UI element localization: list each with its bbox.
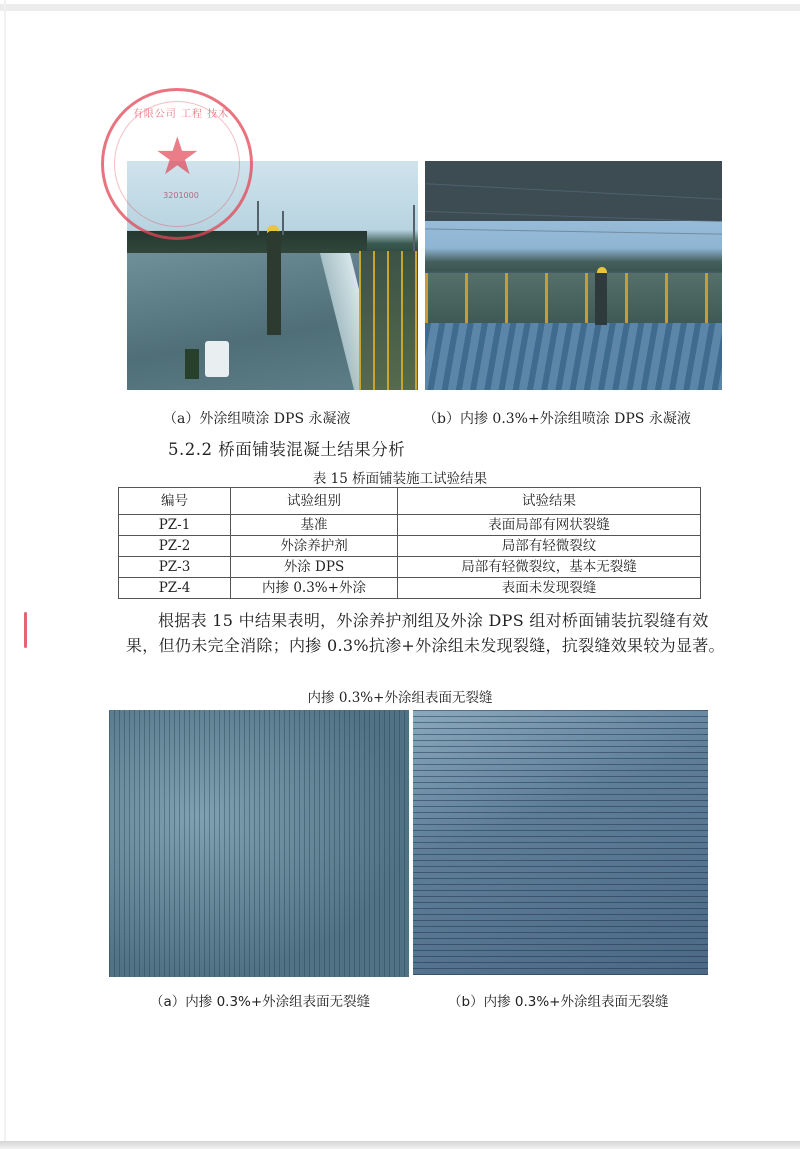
figure-caption-c: （a）内掺 0.3%+外涂组表面无裂缝 xyxy=(150,994,371,1010)
viewer-top-bar xyxy=(0,4,800,11)
cell-id: PZ-4 xyxy=(119,578,231,599)
cell-group: 外涂养护剂 xyxy=(231,536,398,557)
safety-fence xyxy=(425,273,722,323)
cell-group: 内掺 0.3%+外涂 xyxy=(231,578,398,599)
table-row xyxy=(119,515,701,536)
tree-line xyxy=(127,231,367,255)
photo-surface-no-cracks-a xyxy=(109,710,409,977)
container xyxy=(185,349,199,379)
section-heading: 5.2.2 桥面铺装混凝土结果分析 xyxy=(168,440,406,459)
viewer-bottom-bar xyxy=(0,1141,800,1149)
body-paragraph: 根据表 15 中结果表明，外涂养护剂组及外涂 DPS 组对桥面铺装抗裂缝有效果，但仍未完全消除；内掺 0.3%抗渗+外涂组未发现裂缝，抗裂缝效果较为显著。 xyxy=(126,611,725,655)
results-table xyxy=(118,487,701,599)
power-line xyxy=(425,228,722,234)
column-header: 试验结果 xyxy=(398,488,701,515)
photo-surface-no-cracks-b xyxy=(413,710,708,975)
worker xyxy=(267,231,281,335)
column-header: 编号 xyxy=(119,488,231,515)
cell-id: PZ-1 xyxy=(119,515,231,536)
cell-id: PZ-3 xyxy=(119,557,231,578)
figure-caption-d: （b）内掺 0.3%+外涂组表面无裂缝 xyxy=(448,994,669,1010)
stamp-text: 有限公司 工程 技术 xyxy=(132,109,230,120)
table-header-row xyxy=(119,488,701,515)
power-tower xyxy=(257,201,259,235)
page-left-edge xyxy=(4,0,6,1141)
photo-exterior-coating-spraying xyxy=(127,161,418,390)
stamp-code: 3201000 xyxy=(163,191,199,200)
container xyxy=(205,341,229,377)
cell-group: 外涂 DPS xyxy=(231,557,398,578)
worker xyxy=(595,273,607,325)
column-header: 试验组别 xyxy=(231,488,398,515)
photo-internal-plus-exterior-spraying xyxy=(425,161,722,390)
figure-caption-a: （a）外涂组喷涂 DPS 永凝液 xyxy=(163,411,351,427)
cell-result: 局部有轻微裂纹，基本无裂缝 xyxy=(398,557,701,578)
power-tower xyxy=(282,211,284,235)
cell-result: 局部有轻微裂纹 xyxy=(398,536,701,557)
cell-result: 表面未发现裂缝 xyxy=(398,578,701,599)
cell-result: 表面局部有网状裂缝 xyxy=(398,515,701,536)
red-margin-mark xyxy=(24,612,27,648)
figure-caption-b: （b）内掺 0.3%+外涂组喷涂 DPS 永凝液 xyxy=(423,411,691,427)
table-row xyxy=(119,536,701,557)
cell-id: PZ-2 xyxy=(119,536,231,557)
table-title: 表 15 桥面铺装施工试验结果 xyxy=(312,471,488,487)
bridge-deck xyxy=(425,323,722,390)
table-row xyxy=(119,557,701,578)
table-row xyxy=(119,578,701,599)
guard-rail xyxy=(359,251,418,390)
power-tower xyxy=(413,205,415,255)
star-icon: ★ xyxy=(154,127,201,187)
cell-group: 基准 xyxy=(231,515,398,536)
figure-title: 内掺 0.3%+外涂组表面无裂缝 xyxy=(307,690,493,706)
